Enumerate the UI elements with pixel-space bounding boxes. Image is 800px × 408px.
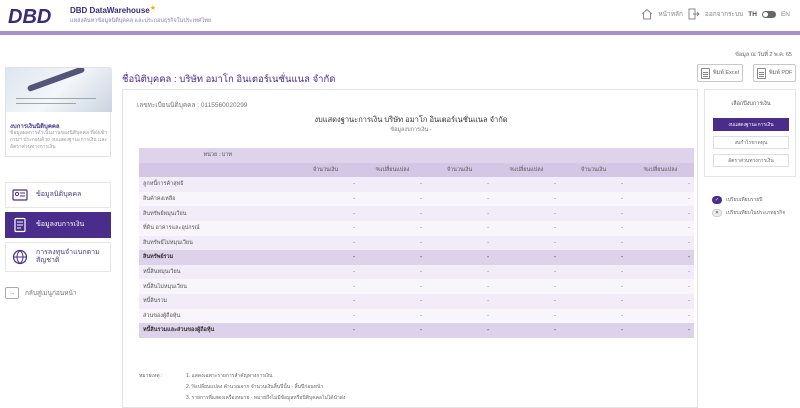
statement-subtitle: ข้อมูลงบการเงิน -: [390, 127, 432, 133]
brand-title: DBD DataWarehouse★: [70, 5, 156, 15]
row-value: -: [627, 294, 694, 309]
row-value: -: [292, 309, 359, 324]
table-row: [139, 294, 694, 309]
row-value: -: [560, 177, 627, 192]
registration-number: เลขทะเบียนนิติบุคคล : 0115560020299: [137, 102, 248, 109]
row-value: -: [426, 206, 493, 221]
home-icon[interactable]: [641, 8, 653, 20]
row-value: -: [426, 279, 493, 294]
sidebar-item-company-info[interactable]: [5, 182, 111, 208]
table-row: [139, 192, 694, 207]
row-label: สินทรัพย์รวม: [139, 250, 292, 265]
row-label: หนี้สินหมุนเวียน: [139, 265, 292, 280]
check-icon[interactable]: ✓: [712, 196, 722, 204]
row-value: -: [493, 206, 560, 221]
row-value: -: [359, 177, 426, 192]
logout-icon[interactable]: [688, 8, 700, 20]
sidebar-info-card: [5, 67, 111, 157]
card-description: ข้อมูลผลการดำเนินงานของนิติบุคคล ที่ส่งเข้ากรมฯ ประกอบด้วย งบแสดงฐานะการเงิน และอัตราส่วนทางการเงิน: [10, 130, 108, 150]
col-change: %เปลี่ยนแปลง: [493, 163, 560, 178]
note-item: 3. รายการที่แสดงเครื่องหมาย - หมายถึงไม่มีข้อมูลหรือนิติบุคคลไม่ได้นำส่ง: [186, 395, 346, 401]
financial-table: [139, 148, 694, 338]
notes-label: หมายเหตุ :: [139, 373, 163, 379]
row-value: -: [493, 279, 560, 294]
row-value: -: [359, 221, 426, 236]
row-value: -: [426, 250, 493, 265]
row-value: -: [627, 206, 694, 221]
dbd-logo[interactable]: [8, 4, 58, 26]
option-label: เปรียบเทียบรายปี: [726, 197, 763, 203]
row-value: -: [493, 177, 560, 192]
row-value: -: [627, 309, 694, 324]
document-icon: [12, 217, 28, 233]
row-value: -: [627, 265, 694, 280]
row-value: -: [359, 279, 426, 294]
row-value: -: [426, 221, 493, 236]
lang-en[interactable]: EN: [780, 10, 790, 18]
row-value: -: [359, 265, 426, 280]
blank-header: [139, 163, 292, 178]
note-item: 1. แสดงเฉพาะรายการสำคัญทางการเงิน: [186, 373, 273, 379]
app-header: [0, 0, 800, 28]
balance-sheet-button[interactable]: งบแสดงฐานะการเงิน: [713, 118, 789, 131]
page-title: ชื่อนิติบุคคล : บริษัท อมาโก อินเตอร์เนชั่นแนล จำกัด: [122, 74, 336, 85]
table-row: [139, 221, 694, 236]
export-pdf-label: พิมพ์ PDF: [769, 70, 793, 76]
row-value: -: [627, 177, 694, 192]
row-value: -: [560, 323, 627, 338]
id-card-icon: [12, 187, 28, 203]
row-value: -: [359, 294, 426, 309]
row-value: -: [560, 221, 627, 236]
row-value: -: [493, 192, 560, 207]
row-value: -: [627, 192, 694, 207]
row-value: -: [292, 177, 359, 192]
excel-file-icon: [701, 68, 710, 79]
row-value: -: [493, 294, 560, 309]
sidebar-item-label: ข้อมูลงบการเงิน: [36, 221, 85, 228]
row-value: -: [426, 265, 493, 280]
unit-label: หน่วย : บาท: [139, 148, 292, 163]
back-label: กลับสู่เมนูก่อนหน้า: [25, 290, 77, 297]
row-value: -: [359, 236, 426, 251]
back-arrow-icon: →: [5, 287, 19, 299]
row-value: -: [359, 206, 426, 221]
row-value: -: [426, 294, 493, 309]
table-row: [139, 177, 694, 192]
row-label: ส่วนของผู้ถือหุ้น: [139, 309, 292, 324]
language-toggle[interactable]: [762, 11, 776, 18]
year-header-1: [292, 148, 426, 163]
row-label: ลูกหนี้การค้าสุทธิ: [139, 177, 292, 192]
compare-yearly-option[interactable]: [712, 196, 762, 204]
table-row: [139, 206, 694, 221]
lang-th[interactable]: TH: [748, 10, 757, 18]
header-accent-bar: [0, 31, 800, 35]
close-icon[interactable]: ✕: [712, 209, 722, 217]
income-statement-button[interactable]: งบกำไรขาดทุน: [713, 136, 789, 149]
year-header-3: [560, 148, 694, 163]
card-title: งบการเงินนิติบุคคล: [10, 124, 60, 130]
row-value: -: [560, 250, 627, 265]
row-value: -: [627, 236, 694, 251]
row-value: -: [292, 279, 359, 294]
row-value: -: [292, 323, 359, 338]
panel-title: เลือกปีงบการเงิน: [731, 101, 771, 107]
row-value: -: [292, 221, 359, 236]
row-label: ที่ดิน อาคารและอุปกรณ์: [139, 221, 292, 236]
table-row: [139, 279, 694, 294]
row-value: -: [493, 236, 560, 251]
row-value: -: [292, 250, 359, 265]
row-value: -: [359, 250, 426, 265]
data-date: ข้อมูล ณ วันที่ 2 พ.ค. 65: [735, 52, 792, 58]
row-value: -: [426, 192, 493, 207]
table-row: [139, 250, 694, 265]
pdf-file-icon: [757, 68, 766, 79]
row-value: -: [493, 309, 560, 324]
row-label: หนี้สินไม่หมุนเวียน: [139, 279, 292, 294]
row-value: -: [292, 236, 359, 251]
row-value: -: [627, 323, 694, 338]
row-value: -: [426, 236, 493, 251]
row-value: -: [560, 192, 627, 207]
row-value: -: [560, 236, 627, 251]
option-label: เปรียบเทียบในประเภทธุรกิจ: [726, 210, 786, 216]
row-value: -: [560, 294, 627, 309]
row-value: -: [493, 323, 560, 338]
statement-title: งบแสดงฐานะการเงิน บริษัท อมาโก อินเตอร์เนชั่นแนล จำกัด: [314, 115, 508, 124]
finance-image: [6, 68, 112, 112]
sidebar-item-investment[interactable]: [5, 242, 111, 272]
row-label: สินค้าคงเหลือ: [139, 192, 292, 207]
brand-subtitle: แหล่งค้นหาข้อมูลนิติบุคคล และประกอบธุรกิจในประเทศไทย: [70, 18, 212, 24]
row-label: สินทรัพย์ไม่หมุนเวียน: [139, 236, 292, 251]
table-row: [139, 309, 694, 324]
row-value: -: [359, 323, 426, 338]
col-amount: จำนวนเงิน: [560, 163, 627, 178]
financial-ratio-button[interactable]: อัตราส่วนทางการเงิน: [713, 154, 789, 167]
row-value: -: [493, 221, 560, 236]
row-label: สินทรัพย์หมุนเวียน: [139, 206, 292, 221]
row-value: -: [292, 206, 359, 221]
col-amount: จำนวนเงิน: [426, 163, 493, 178]
table-row: [139, 323, 694, 338]
sidebar-item-label: การลงทุนจำแนกตาม สัญชาติ: [36, 249, 100, 264]
home-link[interactable]: หน้าหลัก: [658, 11, 683, 18]
row-value: -: [426, 323, 493, 338]
row-value: -: [627, 279, 694, 294]
header-actions: [641, 8, 790, 20]
row-value: -: [493, 250, 560, 265]
row-value: -: [426, 309, 493, 324]
sidebar-item-label: ข้อมูลนิติบุคคล: [36, 191, 82, 198]
sidebar-item-financial[interactable]: [5, 212, 111, 238]
col-change: %เปลี่ยนแปลง: [359, 163, 426, 178]
row-value: -: [292, 265, 359, 280]
row-value: -: [292, 192, 359, 207]
row-value: -: [292, 294, 359, 309]
row-value: -: [627, 250, 694, 265]
table-row: [139, 236, 694, 251]
row-value: -: [560, 279, 627, 294]
row-value: -: [359, 192, 426, 207]
row-value: -: [359, 309, 426, 324]
table-row: [139, 265, 694, 280]
row-value: -: [560, 265, 627, 280]
export-excel-button[interactable]: [697, 64, 743, 82]
row-value: -: [627, 221, 694, 236]
row-value: -: [560, 309, 627, 324]
logout-link[interactable]: ออกจากระบบ: [704, 11, 744, 18]
statement-type-panel: [704, 89, 796, 177]
globe-icon: [12, 249, 28, 265]
col-change: %เปลี่ยนแปลง: [627, 163, 694, 178]
note-item: 2. %เปลี่ยนแปลง คำนวณจาก จำนวนเงินสิ้นปีนั้น - สิ้นปีก่อนหน้า: [186, 384, 324, 390]
star-icon: ★: [149, 5, 156, 12]
compare-industry-option[interactable]: [712, 209, 785, 217]
col-amount: จำนวนเงิน: [292, 163, 359, 178]
export-pdf-button[interactable]: [753, 64, 796, 82]
statement-panel: [122, 89, 698, 408]
row-value: -: [493, 265, 560, 280]
row-label: หนี้สินรวมและส่วนของผู้ถือหุ้น: [139, 323, 292, 338]
export-excel-label: พิมพ์ Excel: [713, 70, 739, 76]
row-value: -: [426, 177, 493, 192]
svg-text:DBD: DBD: [8, 6, 52, 26]
row-label: หนี้สินรวม: [139, 294, 292, 309]
back-button[interactable]: [5, 287, 77, 299]
year-header-2: [426, 148, 560, 163]
row-value: -: [560, 206, 627, 221]
